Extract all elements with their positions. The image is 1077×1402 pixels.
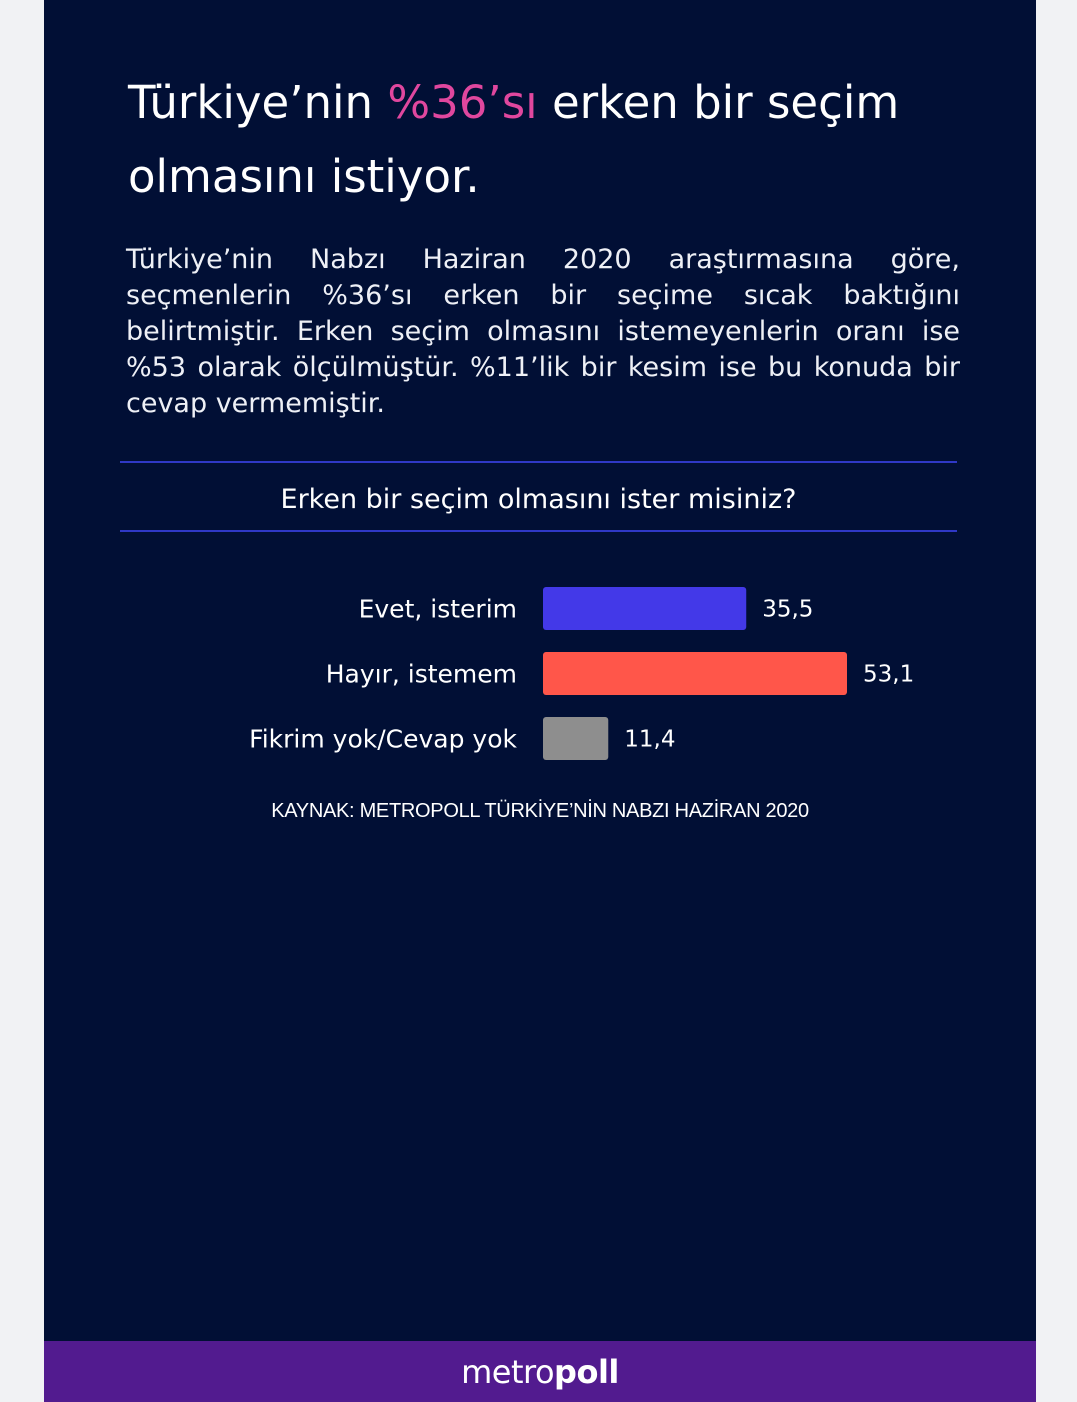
headline-part1: Türkiye’nin: [128, 76, 388, 129]
logo-bold: poll: [554, 1352, 619, 1391]
bar: [543, 652, 847, 695]
footer-bar: [44, 1341, 1036, 1402]
bar: [543, 587, 746, 630]
infographic-card: [44, 0, 1036, 1402]
bar: [543, 717, 608, 760]
category-label: Hayır, istemem: [325, 659, 517, 689]
chart-question: Erken bir seçim olmasını ister misiniz?: [280, 484, 797, 515]
logo-regular: metro: [461, 1352, 555, 1391]
divider-bottom: [120, 530, 957, 532]
bar-chart: [44, 570, 1036, 780]
category-label: Evet, isterim: [358, 594, 517, 624]
value-label: 11,4: [624, 726, 676, 753]
value-label: 53,1: [863, 661, 915, 688]
divider-top: [120, 461, 957, 463]
source-note: KAYNAK: METROPOLL TÜRKİYE’NİN NABZI HAZİRAN 2020: [271, 800, 809, 822]
category-label: Fikrim yok/Cevap yok: [249, 724, 517, 754]
intro-paragraph: Türkiye’nin Nabzı Haziran 2020 araştırmasına göre, seçmenlerin %36’sı erken bir seçime sıcak baktığını belirtmiştir. Erken seçim olmasını istemeyenlerin oranı ise %53 olarak ölçülmüştür. %11’lik bir kesim ise bu konuda bir cevap vermemiştir.: [126, 244, 960, 419]
metropoll-logo: [461, 1353, 619, 1391]
headline-part2: erken bir seçim olmasını istiyor.: [128, 76, 900, 203]
value-label: 35,5: [762, 596, 814, 623]
headline: [128, 66, 928, 214]
headline-highlight: %36’sı: [387, 76, 538, 129]
